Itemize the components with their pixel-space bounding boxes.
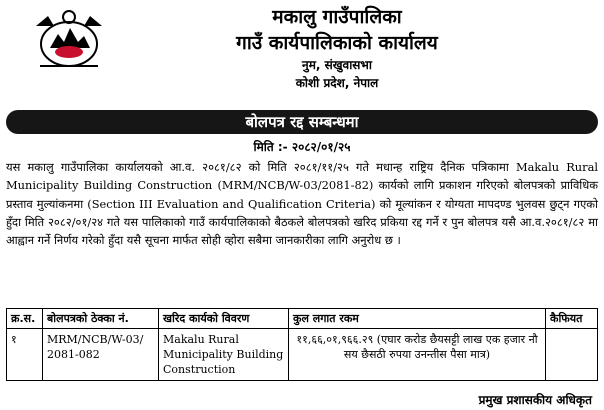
notice-body: यस मकालु गाउँपालिका कार्यालयको आ.व. २०८१/८२ को मिति २०८१/११/२५ गते मधान्ह राष्ट्रिय दैनिक पत्रिकामा Makalu Rural Municipality Building Construction (MRM/NCB/W-03/2081-82) कार्यको लागि प्रकाशन गरिएको बोलपत्रको प्राविधिक प्रस्ताव मुल्यांकनमा (Section III Evaluation and Qualification Criteria) को मूल्यांकन र योग्यता मापदण्ड भुलवस छुट्न गएको हुँदा मिति २०८२/०१/२४ गते यस पालिकाको गाउँ कार्यपालिकाको बैठकले बोलपत्रको खरिद प्रकिया रद्द गर्ने र पुन बोलपत्र यसै आ.व.२०८१/८२ मा आह्वान गर्ने निर्णय गरेको हुँदा यसै सूचना मार्फत सोही व्होरा सबैमा जानकारीका लागि अनुरोध छ । — [6, 160, 598, 248]
letterhead — [110, 4, 564, 92]
office-province: कोशी प्रदेश, नेपाल — [295, 76, 379, 90]
cell-description: Makalu Rural Municipality Building Construction — [159, 329, 289, 381]
notice-date: मिति :- २०८२/०१/२५ — [253, 140, 351, 154]
bid-table — [6, 308, 598, 381]
cell-remarks — [546, 329, 598, 381]
col-header-description: खरिद कार्यको विवरण — [159, 309, 289, 329]
col-header-remarks: कैफियत — [546, 309, 598, 329]
municipality-name: मकालु गाउँपालिका — [272, 6, 402, 28]
table-row — [7, 329, 598, 381]
cell-serial: १ — [7, 329, 43, 381]
cell-amount: ११,६६,०१,९६६.२९ (एघार करोड छैयसट्टी लाख एक हजार नौ सय छैसठी रुपया उनन्तीस पैसा मात्र) — [289, 329, 546, 381]
signatory-title: प्रमुख प्रशासकीय अधिकृत — [478, 393, 592, 407]
notice-title-banner: बोलपत्र रद्द सम्बन्धमा — [6, 110, 598, 134]
col-header-amount: कुल लगात रकम — [289, 309, 546, 329]
office-name: गाउँ कार्यपालिकाको कार्यालय — [236, 32, 438, 54]
cell-contract-no: MRM/NCB/W-03/ 2081-082 — [43, 329, 159, 381]
municipality-emblem-icon — [30, 8, 108, 72]
col-header-serial: क्र.स. — [7, 309, 43, 329]
col-header-contract-no: बोलपत्रको ठेक्का नं. — [43, 309, 159, 329]
office-location: नुम, संखुवासभा — [302, 58, 372, 72]
table-header-row — [7, 309, 598, 329]
